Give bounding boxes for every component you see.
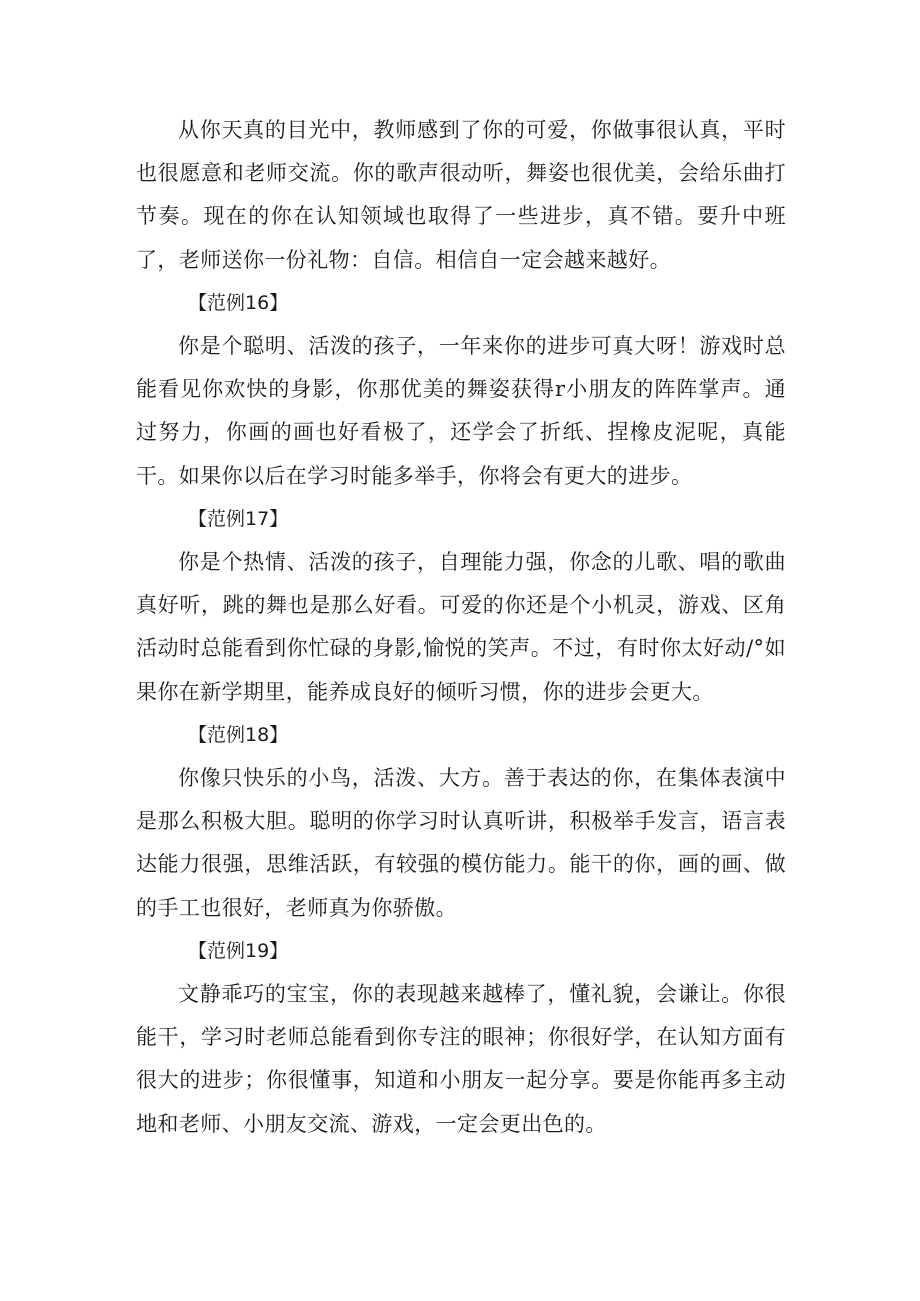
example-18-heading: 【范例18】 (188, 723, 289, 746)
document-body (136, 109, 786, 1146)
example-17-paragraph: 你是个热情、活泼的孩子，自理能力强，你念的儿歌、唱的歌曲真好听，跳的舞也是那么好看。可爱的你还是个小机灵，游戏、区角活动时总能看到你忙碌的身影,愉悦的笑声。不过，有时你太好动/°如果你在新学期里，能养成良好的倾听习惯，你的进步会更大。 (136, 550, 786, 704)
example-16-paragraph: 你是个聪明、活泼的孩子，一年来你的进步可真大呀！游戏时总能看见你欢快的身影，你那优美的舞姿获得r小朋友的阵阵掌声。通过努力，你画的画也好看极了，还学会了折纸、捏橡皮泥呢，真能干。如果你以后在学习时能多举手，你将会有更大的进步。 (136, 334, 786, 488)
example-18-paragraph: 你像只快乐的小鸟，活泼、大方。善于表达的你，在集体表演中是那么积极大胆。聪明的你学习时认真听讲，积极举手发言，语言表达能力很强，思维活跃，有较强的模仿能力。能干的你，画的画、做的手工也很好，老师真为你骄傲。 (136, 766, 786, 920)
paragraph-intro: 从你天真的目光中，教师感到了你的可爱，你做事很认真，平时也很愿意和老师交流。你的歌声很动听，舞姿也很优美，会给乐曲打节奏。现在的你在认知领域也取得了一些进步，真不错。要升中班了，老师送你一份礼物：自信。相信自一定会越来越好。 (136, 118, 786, 272)
example-19-paragraph: 文静乖巧的宝宝，你的表现越来越棒了，懂礼貌，会谦让。你很能干，学习时老师总能看到你专注的眼神；你很好学，在认知方面有很大的进步；你很懂事，知道和小朋友一起分享。要是你能再多主动地和老师、小朋友交流、游戏，一定会更出色的。 (136, 982, 786, 1136)
example-17-heading: 【范例17】 (188, 507, 289, 530)
example-16-heading: 【范例16】 (188, 291, 289, 314)
example-19-heading: 【范例19】 (188, 939, 289, 962)
